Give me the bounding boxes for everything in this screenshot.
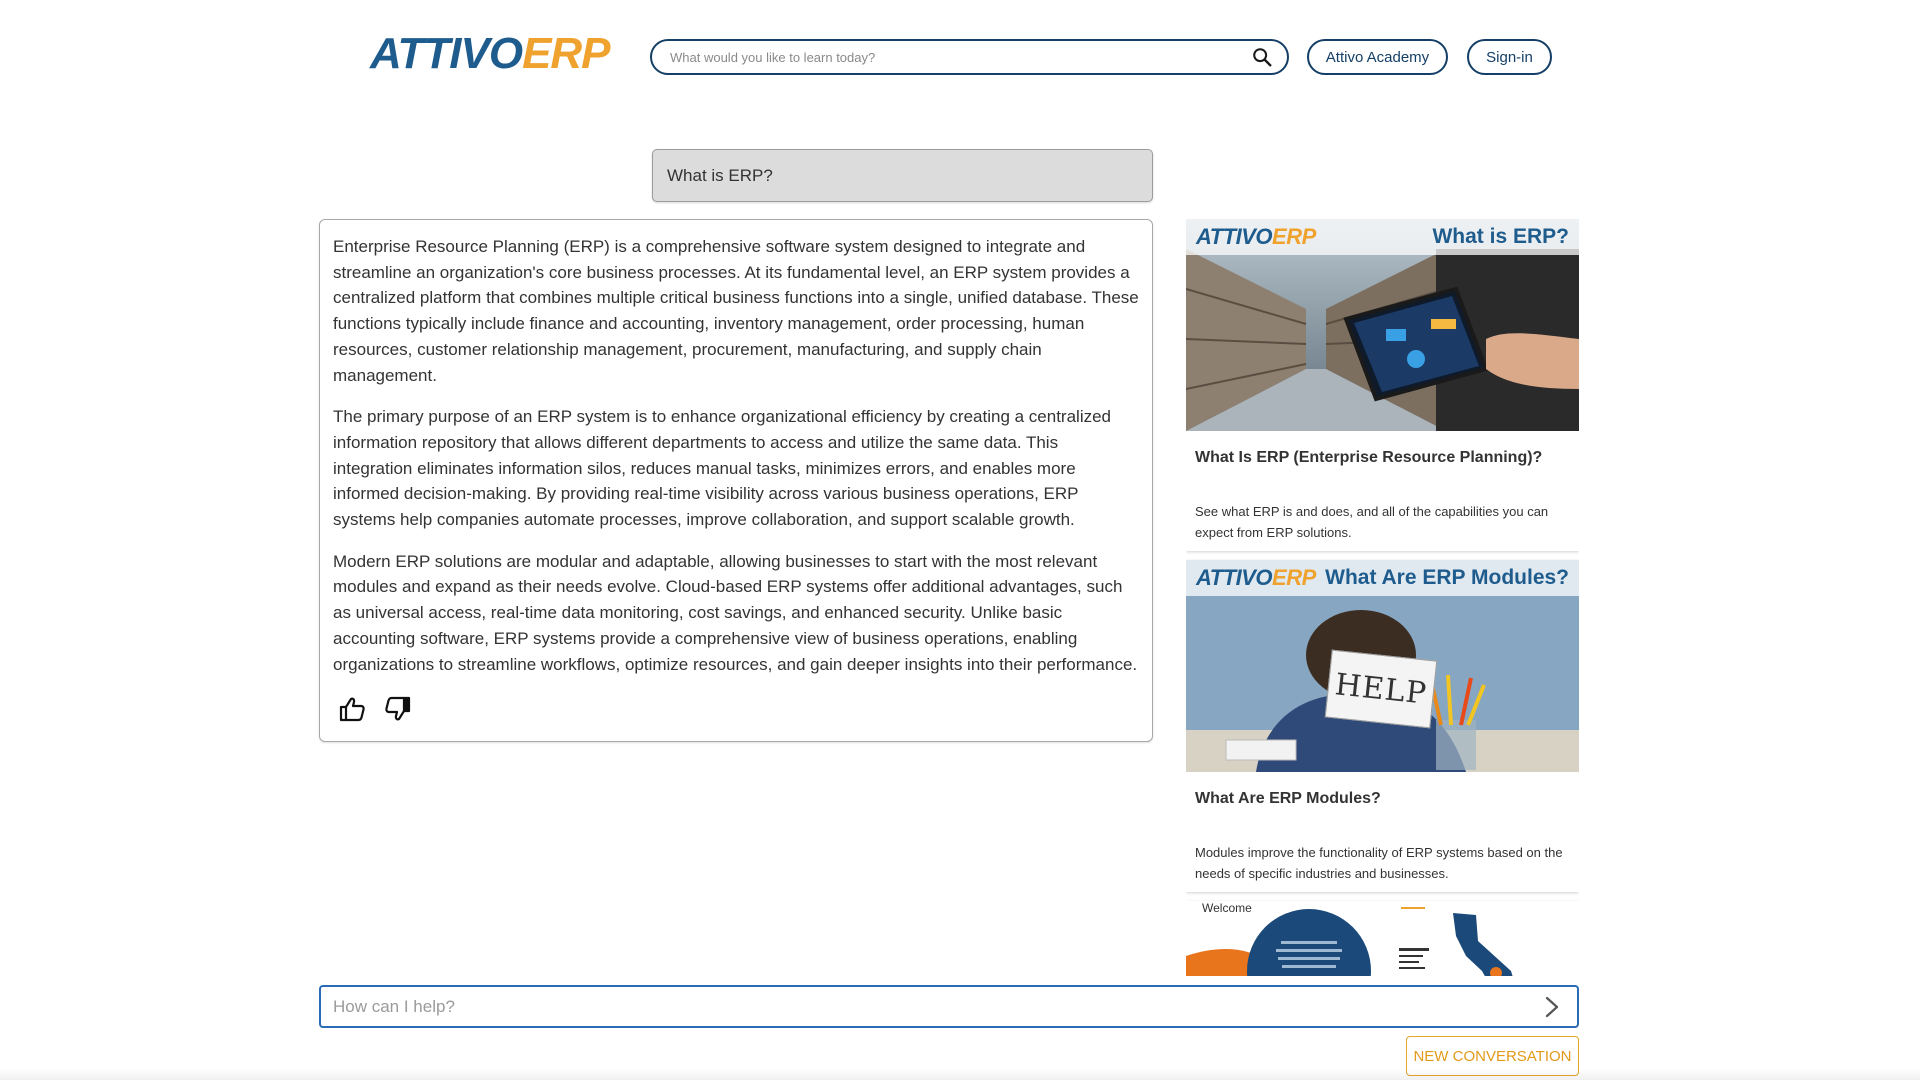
chevron-right-icon[interactable] bbox=[1541, 995, 1563, 1019]
attivo-academy-button[interactable]: Attivo Academy bbox=[1307, 39, 1448, 75]
card-description: Modules improve the functionality of ERP systems based on the needs of specific industries and businesses. bbox=[1195, 845, 1563, 881]
logo-attivo: ATTIVO bbox=[370, 29, 523, 78]
warehouse-tablet-image bbox=[1186, 219, 1579, 431]
card-banner bbox=[1186, 560, 1579, 596]
attivo-erp-logo[interactable] bbox=[370, 29, 610, 78]
help-sign: HELP bbox=[1325, 650, 1438, 729]
card-title[interactable]: What Are ERP Modules? bbox=[1195, 790, 1381, 807]
user-question-bubble bbox=[652, 149, 1153, 202]
related-articles-list bbox=[1186, 219, 1579, 976]
chat-input-bar[interactable] bbox=[319, 985, 1579, 1028]
new-conversation-button[interactable]: NEW CONVERSATION bbox=[1406, 1036, 1579, 1076]
answer-paragraph: Enterprise Resource Planning (ERP) is a comprehensive software system designed to integrate and streamline an organization's core business processes. At its fundamental level, an ERP system provides a centralized platform that combines multiple critical business functions into a single, unified database. These functions typically include finance and accounting, inventory management, order processing, human resources, customer relationship management, procurement, manufacturing, and supply chain management. bbox=[333, 237, 1139, 385]
logo-erp: ERP bbox=[522, 29, 610, 78]
assistant-answer-panel bbox=[319, 219, 1153, 742]
article-card[interactable] bbox=[1186, 901, 1579, 976]
article-card[interactable] bbox=[1186, 560, 1579, 892]
banner-logo: ATTIVOERP bbox=[1196, 224, 1316, 249]
thumbs-down-icon[interactable] bbox=[384, 695, 412, 723]
card-description: See what ERP is and does, and all of the capabilities you can expect from ERP solutions. bbox=[1195, 504, 1549, 540]
answer-paragraph: Modern ERP solutions are modular and adaptable, allowing businesses to start with the most relevant modules and expand as their needs evolve. Cloud-based ERP systems offer additional advantages, such as universal access, real-time data monitoring, cost savings, and enhanced security. Unlike basic accounting software, ERP systems provide a comprehensive view of business operations, enabling organizations to streamline workflows, optimize resources, and gain deeper insights into their performance. bbox=[333, 551, 1138, 674]
feedback-controls bbox=[338, 695, 412, 723]
banner-title: What is ERP? bbox=[1432, 225, 1569, 248]
answer-paragraph: The primary purpose of an ERP system is to enhance organizational efficiency by creating a centralized information repository that allows different departments to access and utilize the same data. This integration eliminates information silos, reduces manual tasks, minimizes errors, and enables more informed decision-making. By providing real-time visibility across various business operations, ERP systems help companies automate processes, improve collaboration, and support scalable growth. bbox=[333, 407, 1112, 530]
banner-logo: ATTIVOERP bbox=[1196, 565, 1316, 590]
thumbs-up-icon[interactable] bbox=[338, 695, 366, 723]
welcome-graphic bbox=[1186, 901, 1579, 976]
page-bottom-shade bbox=[0, 1068, 1920, 1080]
card-banner bbox=[1186, 219, 1579, 255]
search-bar[interactable] bbox=[650, 39, 1289, 75]
article-card[interactable] bbox=[1186, 219, 1579, 551]
chat-input[interactable] bbox=[333, 997, 1541, 1017]
search-input[interactable] bbox=[670, 50, 1251, 65]
card-title[interactable]: What Is ERP (Enterprise Resource Planning)? bbox=[1195, 449, 1543, 466]
user-question-text: What is ERP? bbox=[667, 165, 773, 185]
sign-in-button[interactable]: Sign-in bbox=[1467, 39, 1552, 75]
banner-title: What Are ERP Modules? bbox=[1325, 566, 1569, 589]
search-icon[interactable] bbox=[1251, 46, 1273, 68]
help-sign-image bbox=[1186, 560, 1579, 772]
card-welcome-text: Welcome bbox=[1202, 901, 1252, 915]
